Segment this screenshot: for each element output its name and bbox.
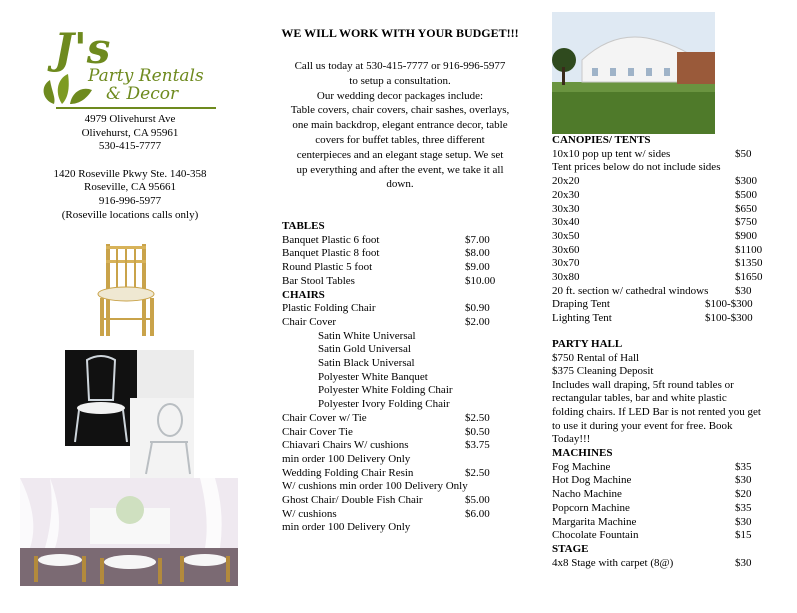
price-row: [552, 529, 752, 543]
item-price: $8.00: [465, 247, 490, 260]
logo-line1: Party Rentals: [88, 66, 204, 86]
address-line: 4979 Olivehurst Ave: [84, 113, 176, 125]
intro-line: down.: [386, 178, 414, 191]
address-line: Olivehurst, CA 95961: [81, 126, 179, 139]
item-price: $1100: [735, 243, 763, 256]
price-row: [282, 274, 496, 289]
party-hall-heading: PARTY HALL: [552, 338, 623, 350]
intro-line: Table covers, chair covers, chair sashes, overlays,: [290, 104, 510, 117]
price-row: [552, 298, 753, 312]
price-row: [552, 501, 752, 516]
item-price: $6.00: [465, 507, 490, 520]
address-line: 1420 Roseville Pkwy Ste. 140-358: [53, 167, 207, 180]
item-price: $5.00: [465, 494, 490, 506]
item-label: Chair Cover w/ Tie: [282, 411, 367, 424]
price-row: [282, 507, 490, 522]
item-label: 4x8 Stage with carpet (8@): [552, 556, 674, 569]
price-row: [552, 188, 757, 203]
item-label: Draping Tent: [552, 298, 610, 311]
item-price: $30: [735, 284, 752, 297]
address-line: Roseville, CA 95661: [84, 181, 176, 194]
item-label: CHAIRS: [282, 288, 325, 301]
section-heading: [552, 447, 613, 461]
item-label: 30x50: [552, 229, 580, 242]
price-row: [282, 494, 490, 508]
price-row: [552, 175, 757, 189]
price-row: [552, 312, 753, 326]
item-label: min order 100 Delivery Only: [282, 521, 411, 534]
item-price: $900: [735, 229, 757, 242]
clear-chair-photo: [137, 350, 194, 398]
price-row: [552, 474, 752, 488]
item-label: Lighting Tent: [552, 312, 612, 325]
price-row: [282, 398, 450, 412]
item-price: $35: [735, 501, 752, 514]
item-price: $300: [735, 175, 757, 188]
price-row: [282, 371, 428, 385]
item-label: Polyester White Folding Chair: [318, 384, 453, 397]
item-label: Hot Dog Machine: [552, 474, 632, 487]
intro-line: centerpieces and an elegant stage setup. We set: [296, 148, 504, 161]
price-row: [552, 216, 757, 230]
item-price: $2.50: [465, 466, 490, 479]
price-row: [282, 453, 410, 467]
item-price: $0.90: [465, 302, 490, 315]
intro-line: up everything and after the event, we take it all: [296, 163, 504, 176]
price-row: [552, 243, 763, 258]
item-price: $100-$300: [705, 312, 753, 325]
item-price: $2.50: [465, 411, 490, 424]
item-label: 30x80: [552, 271, 580, 283]
logo-underline: [56, 107, 216, 109]
price-row: [282, 233, 490, 248]
price-row: [282, 521, 410, 535]
logo-line2: & Decor: [106, 84, 179, 104]
item-label: W/ cushions min order 100 Delivery Only: [282, 480, 468, 493]
item-label: TABLES: [282, 220, 325, 232]
price-row: [282, 439, 490, 453]
ghost-chair-photo: [65, 350, 137, 446]
item-price: $3.75: [465, 439, 490, 452]
intro-line: to setup a consultation.: [349, 74, 451, 87]
item-label: Nacho Machine: [552, 488, 622, 501]
leaf-logo-icon: [36, 70, 96, 110]
item-price: $10.00: [465, 274, 496, 287]
price-row: [282, 330, 416, 344]
intro-line: Call us today at 530-415-7777 or 916-996-5977: [294, 60, 506, 72]
price-row: [552, 284, 752, 299]
item-label: Polyester White Banquet: [318, 370, 428, 383]
price-row: [282, 315, 490, 330]
item-price: $30: [735, 474, 752, 487]
item-label: Banquet Plastic 8 foot: [282, 247, 380, 260]
price-row: [282, 466, 490, 481]
intro-line: Our wedding decor packages include:: [316, 89, 484, 102]
gold-chair-photo: [92, 240, 164, 338]
party-hall-line: rectangular tables, bar and white plastic: [552, 392, 727, 405]
price-row: [282, 411, 490, 426]
item-label: Plastic Folding Chair: [282, 302, 376, 315]
price-row: [552, 515, 752, 530]
address-block: [30, 113, 230, 222]
machines-list: [552, 447, 787, 577]
section-heading: [282, 220, 325, 234]
item-price: $30: [735, 556, 752, 569]
item-price: $1350: [735, 257, 763, 270]
price-row: [282, 384, 453, 398]
price-row: [552, 257, 763, 271]
price-row: [282, 425, 490, 440]
middle-price-list: [282, 220, 522, 550]
address-line: [30, 154, 230, 168]
item-price: $650: [735, 202, 757, 215]
intro-paragraph: [270, 59, 530, 192]
item-label: Chair Cover: [282, 315, 337, 328]
item-label: 20x30: [552, 188, 580, 201]
event-hall-photo: [20, 478, 238, 586]
price-row: [552, 271, 763, 285]
item-label: Margarita Machine: [552, 515, 637, 528]
item-label: Polyester Ivory Folding Chair: [318, 398, 450, 411]
tent-price-list: [552, 134, 787, 330]
item-label: MACHINES: [552, 447, 613, 459]
section-heading: [552, 543, 588, 557]
item-label: Tent prices below do not include sides: [552, 161, 721, 174]
item-label: Ghost Chair/ Double Fish Chair: [282, 494, 423, 506]
item-label: 20 ft. section w/ cathedral windows: [552, 284, 709, 297]
price-row: [552, 202, 757, 217]
item-label: Bar Stool Tables: [282, 274, 355, 287]
item-label: Banquet Plastic 6 foot: [282, 233, 380, 246]
item-price: $0.50: [465, 425, 490, 438]
section-heading: [552, 134, 651, 148]
item-label: 30x30: [552, 202, 580, 215]
item-label: Satin Gold Universal: [318, 343, 411, 356]
item-price: $15: [735, 529, 752, 542]
party-hall-section: [552, 338, 787, 447]
intro-line: covers for buffet tables, three different: [315, 133, 485, 146]
headline: WE WILL WORK WITH YOUR BUDGET!!!: [281, 26, 519, 40]
address-note: (Roseville locations calls only): [61, 208, 199, 221]
item-label: Chocolate Fountain: [552, 529, 639, 542]
price-row: [552, 229, 757, 244]
item-price: $2.00: [465, 315, 490, 328]
party-hall-line: folding chairs. If LED Bar is not rented you get: [552, 405, 761, 418]
item-label: CANOPIES/ TENTS: [552, 134, 651, 146]
price-row: [282, 261, 490, 275]
price-row: [282, 357, 415, 371]
intro-line: one main backdrop, elegant entrance decor, table: [292, 119, 508, 132]
price-row: [552, 488, 752, 502]
item-label: 30x70: [552, 257, 580, 270]
item-label: 20x20: [552, 175, 580, 188]
item-label: min order 100 Delivery Only: [282, 452, 411, 465]
item-price: $30: [735, 515, 752, 528]
price-row: [552, 147, 752, 162]
price-row: [282, 343, 411, 357]
item-price: $9.00: [465, 261, 490, 274]
logo-letter: J's: [54, 24, 111, 73]
item-label: Fog Machine: [552, 460, 611, 473]
section-heading: [282, 289, 325, 303]
item-label: Popcorn Machine: [552, 501, 630, 514]
party-hall-line: Includes wall draping, 5ft round tables or: [552, 378, 734, 391]
item-price: $100-$300: [705, 298, 753, 311]
phone-line: 530-415-7777: [98, 140, 162, 153]
item-price: $50: [735, 147, 752, 160]
item-label: Satin Black Universal: [318, 357, 415, 369]
item-label: Satin White Universal: [318, 329, 416, 342]
item-label: 10x10 pop up tent w/ sides: [552, 147, 671, 160]
party-hall-line: $375 Cleaning Deposit: [552, 365, 654, 378]
price-row: [282, 247, 490, 261]
logo: [36, 26, 218, 112]
item-label: W/ cushions: [282, 507, 337, 520]
item-price: $35: [735, 460, 752, 473]
item-price: $750: [735, 216, 757, 229]
item-label: 30x60: [552, 243, 580, 256]
item-price: $20: [735, 488, 752, 501]
price-row: [552, 460, 752, 475]
item-label: Chair Cover Tie: [282, 425, 353, 438]
item-label: Chiavari Chairs W/ cushions: [282, 439, 409, 452]
item-label: 30x40: [552, 216, 580, 229]
phone-line: 916-996-5977: [98, 194, 162, 207]
party-hall-line: Today!!!: [552, 433, 591, 446]
price-row: [552, 556, 752, 571]
clear-chair-photo-2: [130, 398, 194, 478]
party-hall-line: to use it during your event for free. Book: [552, 419, 733, 432]
item-label: Round Plastic 5 foot: [282, 261, 373, 274]
item-price: $7.00: [465, 233, 490, 246]
item-label: STAGE: [552, 542, 589, 555]
item-price: $1650: [735, 271, 763, 283]
item-price: $500: [735, 188, 757, 201]
tent-photo: [552, 12, 715, 134]
price-row: [282, 480, 468, 494]
price-row: [552, 161, 720, 175]
party-hall-line: $750 Rental of Hall: [552, 351, 640, 364]
item-label: Wedding Folding Chair Resin: [282, 466, 414, 479]
price-row: [282, 302, 490, 316]
